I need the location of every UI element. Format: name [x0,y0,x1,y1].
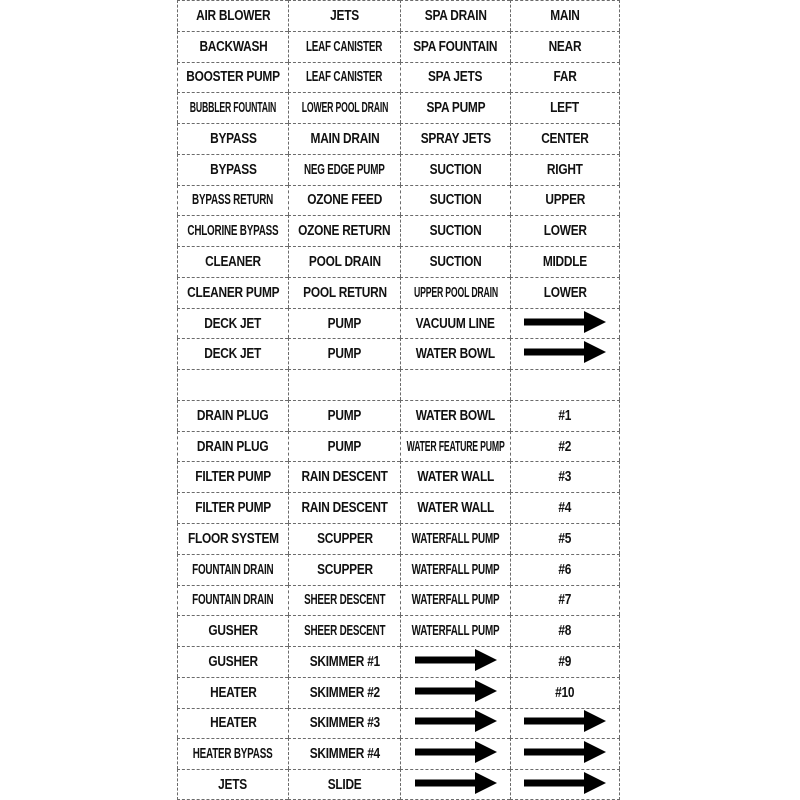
label-text: SKIMMER #2 [309,684,380,701]
label-cell [288,431,400,462]
label-cell [400,523,510,554]
label-cell [288,615,400,646]
label-cell [510,492,620,523]
label-text: LOWER [543,284,587,301]
label-cell [177,277,288,308]
label-text: WATER BOWL [415,346,496,363]
label-text: LEAF CANISTER [306,69,383,86]
label-cell [510,369,620,400]
arrow-right-icon [524,772,606,798]
label-cell [288,492,400,523]
label-text: #5 [558,530,572,547]
label-text: MAIN DRAIN [310,130,379,147]
label-cell [400,615,510,646]
label-text: SCUPPER [316,561,373,578]
label-text: DRAIN PLUG [197,407,269,424]
label-cell [288,523,400,554]
label-text: GUSHER [208,623,258,640]
label-cell [288,400,400,431]
label-text: POOL RETURN [302,284,387,301]
label-cell [288,0,400,31]
label-text: DECK JET [204,315,262,332]
label-text: NEG EDGE PUMP [304,161,385,178]
label-text: DECK JET [204,346,262,363]
label-cell [400,338,510,369]
label-cell [400,677,510,708]
label-cell [400,62,510,93]
label-cell [288,677,400,708]
arrow-right-icon [415,680,497,706]
label-text: JETS [330,7,359,24]
label-cell [177,62,288,93]
label-cell [400,400,510,431]
label-text: LOWER [543,223,587,240]
label-text: CLEANER [205,254,261,270]
label-text: SHEER DESCENT [303,592,386,609]
label-text: SUCTION [429,161,482,178]
label-text: MAIN [550,7,580,24]
label-cell [177,677,288,708]
label-cell [510,615,620,646]
label-cell [510,400,620,431]
label-text: UPPER POOL DRAIN [413,284,498,301]
label-text: HEATER BYPASS [193,746,273,763]
label-cell [177,369,288,400]
label-cell [288,554,400,585]
label-text: NEAR [548,38,582,55]
label-cell [400,369,510,400]
label-cell [510,215,620,246]
label-cell [400,92,510,123]
label-text: WATER WALL [417,500,494,517]
label-cell [400,492,510,523]
arrow-right-icon [524,341,606,367]
label-text: SHEER DESCENT [303,623,386,640]
label-cell [510,31,620,62]
label-text: WATER BOWL [415,407,496,424]
label-cell [510,0,620,31]
label-cell [288,92,400,123]
label-cell [288,769,400,800]
label-cell [400,461,510,492]
label-text: SUCTION [429,192,482,209]
label-text: CENTER [541,130,589,147]
label-text: WATERFALL PUMP [411,530,500,547]
label-text: BOOSTER PUMP [186,69,280,86]
label-cell [400,185,510,216]
label-text: OZONE FEED [307,192,382,209]
label-text: BYPASS RETURN [192,192,274,209]
label-cell [288,369,400,400]
label-cell [288,246,400,277]
label-text: #4 [558,500,572,517]
label-text: LEAF CANISTER [306,38,383,55]
label-cell [177,523,288,554]
label-cell [177,308,288,339]
label-cell [177,338,288,369]
label-cell [510,646,620,677]
label-text: HEATER [209,715,257,732]
label-cell [400,308,510,339]
label-cell [510,431,620,462]
label-sheet [177,0,620,800]
label-text: PUMP [327,407,362,424]
label-cell [177,92,288,123]
label-cell [177,492,288,523]
label-text: SKIMMER #4 [309,746,380,763]
label-cell [400,31,510,62]
arrow-right-icon [415,772,497,798]
label-cell [177,554,288,585]
label-cell [510,154,620,185]
label-cell [510,769,620,800]
arrow-right-icon [415,649,497,675]
label-text: SCUPPER [316,530,373,547]
arrow-right-icon [524,710,606,736]
label-cell [177,646,288,677]
label-cell [510,123,620,154]
label-text: JETS [218,776,248,793]
label-cell [510,62,620,93]
label-cell [510,185,620,216]
label-text: DRAIN PLUG [197,438,269,455]
label-cell [510,523,620,554]
label-cell [400,431,510,462]
arrow-right-icon [415,741,497,767]
label-cell [400,708,510,739]
label-text: LOWER POOL DRAIN [301,100,388,117]
arrow-right-icon [524,741,606,767]
label-cell [288,708,400,739]
label-cell [510,92,620,123]
label-cell [177,708,288,739]
label-text: LEFT [550,100,580,117]
label-text: #8 [558,623,572,640]
label-text: WATERFALL PUMP [411,592,500,609]
label-text: SPA PUMP [426,100,485,117]
label-cell [288,31,400,62]
label-cell [288,646,400,677]
label-text: SPA FOUNTAIN [413,38,498,55]
label-cell [288,185,400,216]
label-cell [510,677,620,708]
label-cell [510,338,620,369]
label-text: BACKWASH [198,38,268,55]
label-cell [177,461,288,492]
label-cell [177,123,288,154]
label-text: #7 [558,592,572,609]
label-cell [510,461,620,492]
label-text: PUMP [327,315,362,332]
label-cell [400,123,510,154]
label-grid [177,0,620,800]
label-text: #1 [558,407,572,424]
label-cell [400,769,510,800]
label-text: VACUUM LINE [415,315,495,332]
label-cell [177,0,288,31]
label-cell [288,154,400,185]
label-cell [400,277,510,308]
label-cell [510,308,620,339]
label-text: FILTER PUMP [195,500,271,517]
label-text: WATER FEATURE PUMP [406,438,505,455]
label-cell [400,215,510,246]
label-cell [400,585,510,616]
label-text: BUBBLER FOUNTAIN [189,100,277,117]
label-cell [510,708,620,739]
label-cell [510,554,620,585]
label-text: FILTER PUMP [195,469,271,486]
label-text: POOL DRAIN [308,254,381,270]
label-cell [510,246,620,277]
label-cell [288,277,400,308]
label-text: #3 [558,469,572,486]
label-text: FOUNTAIN DRAIN [192,592,274,609]
label-text: RAIN DESCENT [301,500,388,517]
label-cell [400,154,510,185]
label-cell [288,338,400,369]
label-cell [400,646,510,677]
label-cell [400,0,510,31]
label-text: BYPASS [209,130,257,147]
label-text: RAIN DESCENT [301,469,388,486]
label-text: FLOOR SYSTEM [187,530,279,547]
label-text: MIDDLE [542,254,588,270]
arrow-right-icon [415,710,497,736]
label-cell [510,277,620,308]
label-text: AIR BLOWER [195,7,271,24]
label-text: UPPER [545,192,585,209]
label-text: WATERFALL PUMP [411,623,500,640]
label-text: #2 [558,438,572,455]
label-text: PUMP [327,346,362,363]
label-cell [177,738,288,769]
label-text: HEATER [209,684,257,701]
label-cell [288,738,400,769]
label-cell [510,585,620,616]
label-cell [288,62,400,93]
label-cell [177,185,288,216]
label-cell [177,215,288,246]
label-text: SPA DRAIN [424,7,487,24]
label-text: SKIMMER #1 [309,653,380,670]
label-text: SPA JETS [428,69,483,86]
label-text: CLEANER PUMP [186,284,280,301]
label-cell [177,431,288,462]
label-text: #10 [555,684,575,701]
label-text: BYPASS [209,161,257,178]
label-text: FOUNTAIN DRAIN [192,561,274,578]
label-text: RIGHT [547,161,583,178]
label-text: SUCTION [429,254,482,270]
label-cell [177,585,288,616]
label-cell [177,615,288,646]
label-cell [177,154,288,185]
label-text: PUMP [327,438,362,455]
label-cell [400,738,510,769]
label-text: WATERFALL PUMP [411,561,500,578]
label-cell [177,769,288,800]
label-cell [288,215,400,246]
label-text: CHLORINE BYPASS [187,223,279,240]
label-text: SLIDE [327,776,362,793]
label-text: #9 [558,653,572,670]
label-cell [400,246,510,277]
label-cell [510,738,620,769]
label-text: SUCTION [429,223,482,240]
label-text: GUSHER [208,653,258,670]
label-text: SKIMMER #3 [309,715,380,732]
arrow-right-icon [524,311,606,337]
label-text: SPRAY JETS [420,130,491,147]
label-text: WATER WALL [417,469,494,486]
label-cell [177,31,288,62]
label-cell [288,123,400,154]
label-cell [177,400,288,431]
label-cell [400,554,510,585]
label-cell [288,585,400,616]
label-cell [288,461,400,492]
label-text: OZONE RETURN [298,223,391,240]
label-text: FAR [553,69,577,86]
label-text: #6 [558,561,572,578]
label-cell [288,308,400,339]
label-cell [177,246,288,277]
